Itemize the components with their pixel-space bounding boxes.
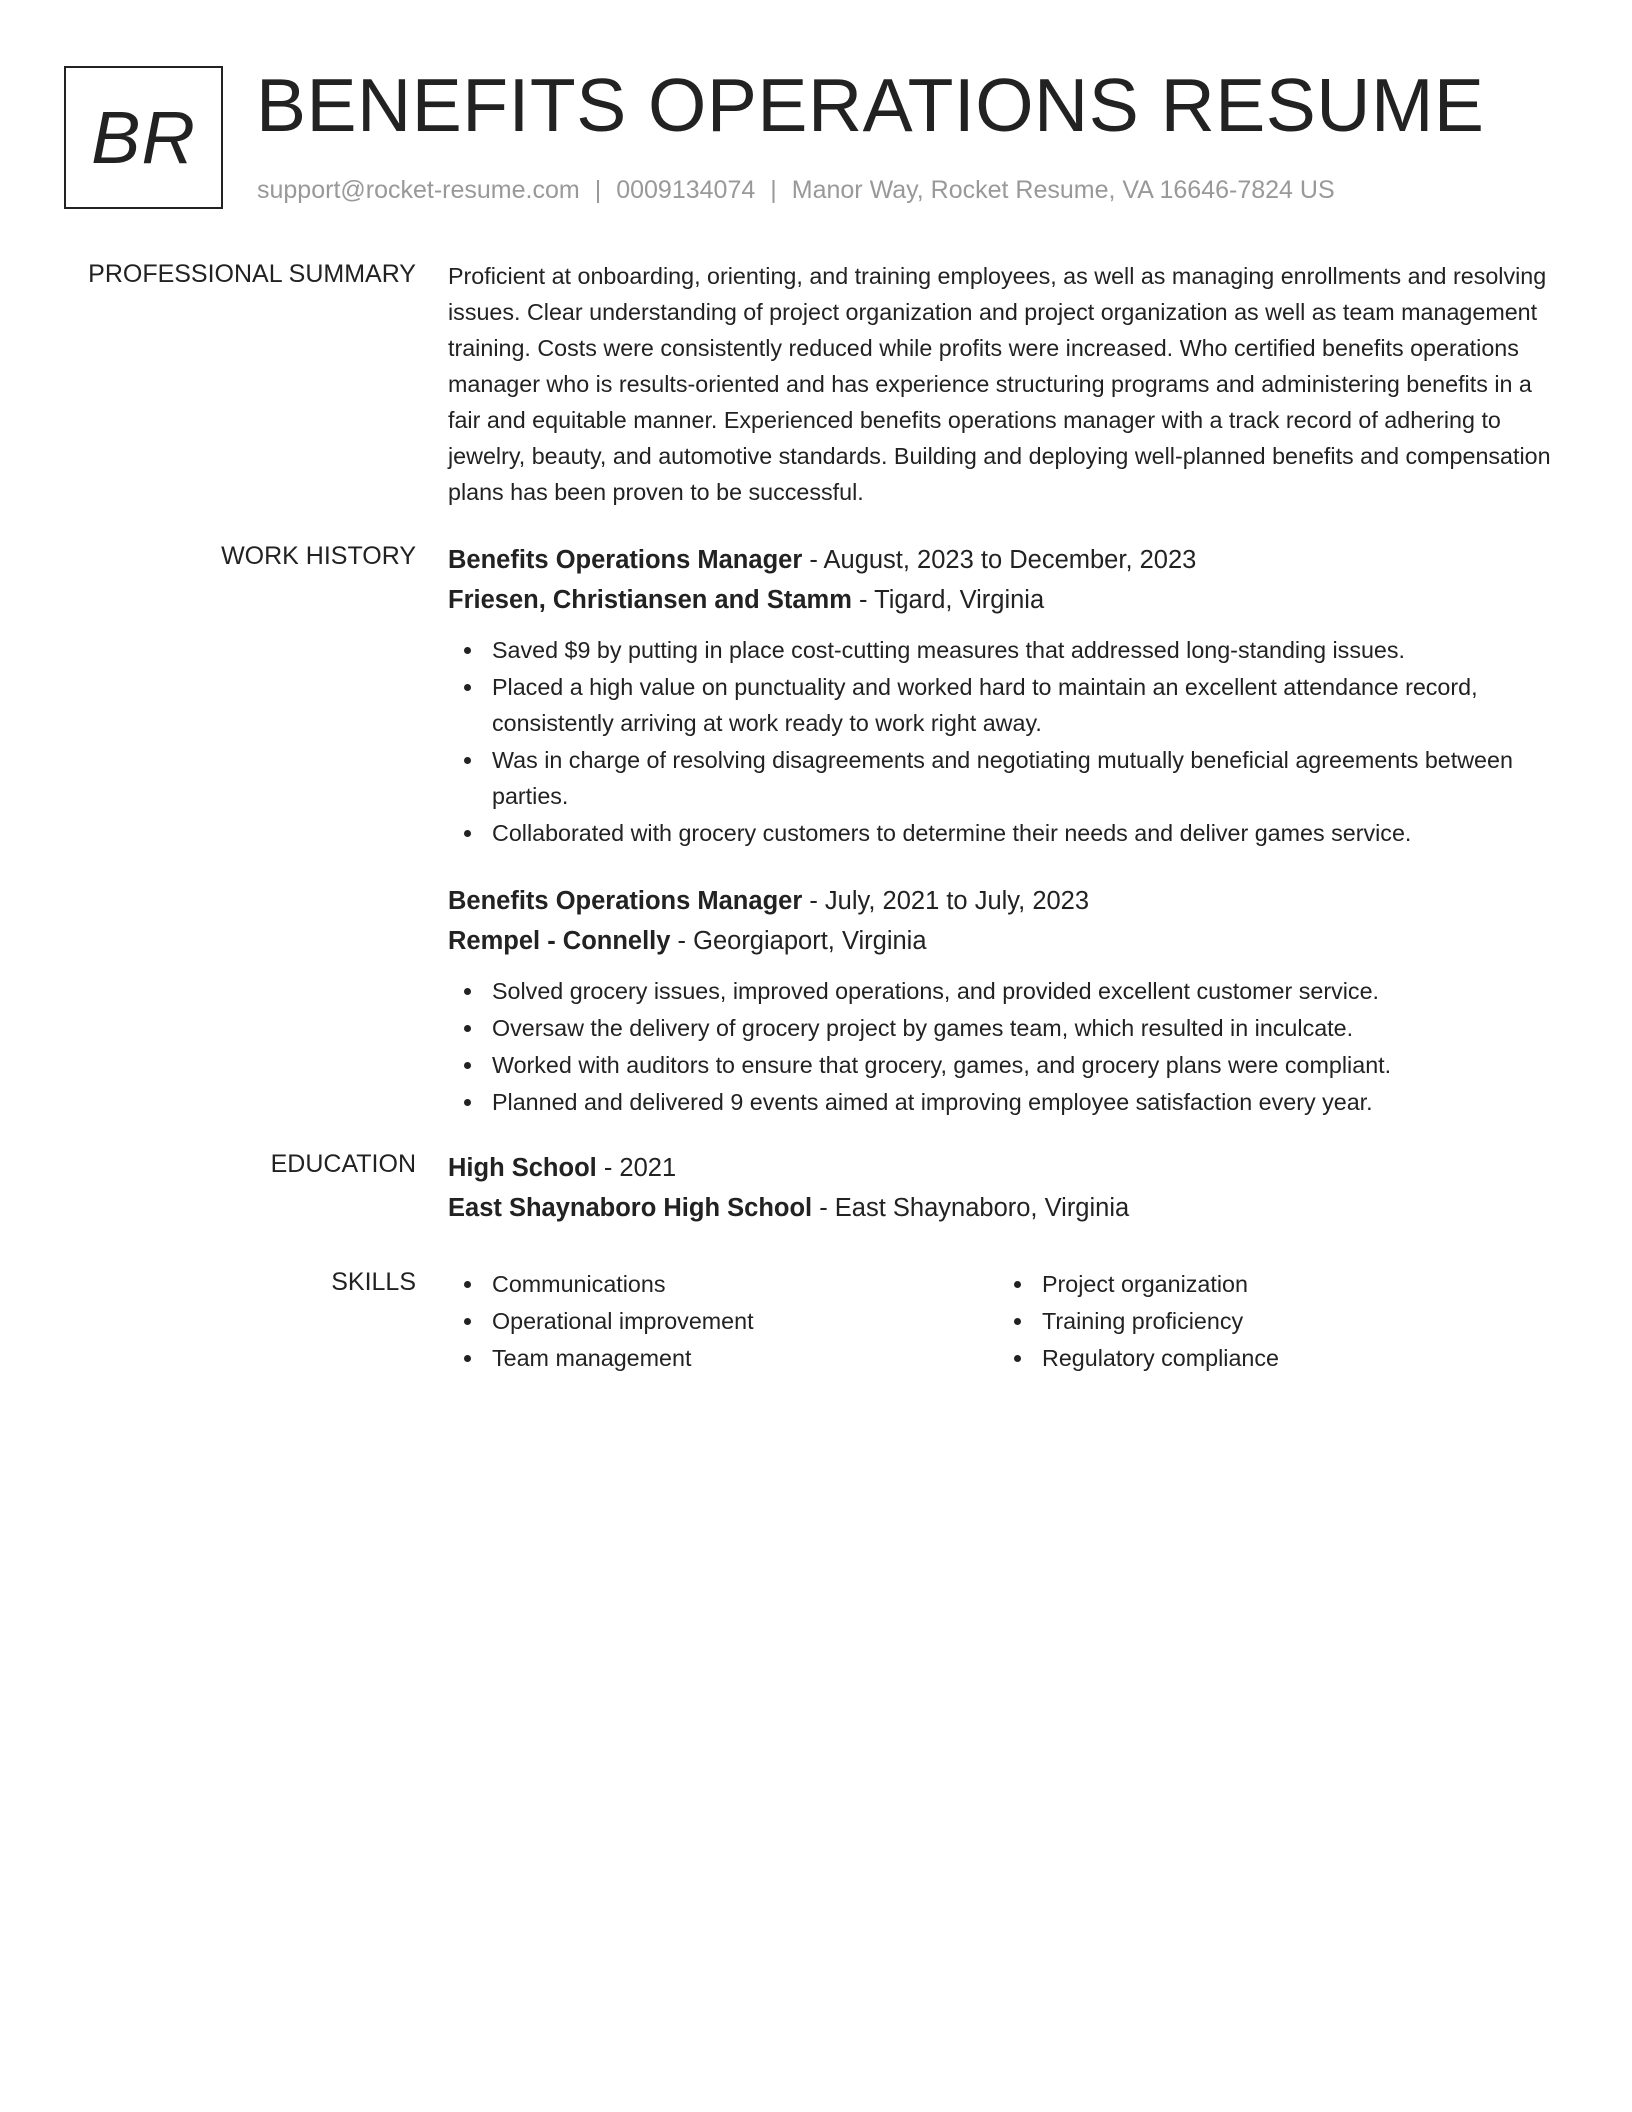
work-history-label: WORK HISTORY [221, 542, 416, 570]
list-item: Planned and delivered 9 events aimed at improving employee satisfaction every year. [448, 1084, 1568, 1120]
summary-label: PROFESSIONAL SUMMARY [88, 260, 416, 288]
summary-body [448, 258, 1568, 510]
job-title-line [448, 540, 1568, 580]
education-location: - East Shaynaboro, Virginia [812, 1194, 1130, 1222]
job-company-line [448, 921, 1568, 961]
skills-label: SKILLS [331, 1268, 416, 1296]
job-location: - Tigard, Virginia [851, 586, 1045, 614]
list-item: Collaborated with grocery customers to determine their needs and deliver games service. [448, 815, 1568, 851]
education-year: - 2021 [596, 1154, 677, 1182]
list-item: Placed a high value on punctuality and worked hard to maintain an excellent attendance record, consistently arriving at work ready to work right away. [448, 669, 1568, 741]
list-item: Regulatory compliance [998, 1340, 1548, 1376]
skills-body [448, 1266, 1568, 1377]
job-company: Friesen, Christiansen and Stamm [448, 586, 852, 614]
contact-address: Manor Way, Rocket Resume, VA 16646-7824 US [791, 176, 1335, 204]
job-dates: - July, 2021 to July, 2023 [802, 887, 1090, 915]
list-item: Worked with auditors to ensure that grocery, games, and grocery plans were compliant. [448, 1047, 1568, 1083]
contact-email[interactable]: support@rocket-resume.com [257, 176, 580, 204]
education-body [448, 1148, 1568, 1228]
list-item: Training proficiency [998, 1303, 1548, 1339]
job-bullets [448, 973, 1568, 1120]
summary-text: Proficient at onboarding, orienting, and training employees, as well as managing enrollments and resolving issues. Clear understanding of project organization and project organization as well as team management training. Costs were consistently reduced while profits were increased. Who certified benefits operations manager who is results-oriented and has experience structuring programs and administering benefits in a fair and equitable manner. Experienced benefits operations manager with a track record of adhering to jewelry, beauty, and automotive standards. Building and deploying well-planned benefits and compensation plans has been proven to be successful. [448, 263, 1551, 505]
contact-separator: | [594, 176, 602, 204]
job-title: Benefits Operations Manager [448, 887, 803, 915]
job-entry [448, 881, 1568, 1120]
education-school: East Shaynaboro High School [448, 1194, 813, 1222]
contact-separator: | [770, 176, 777, 204]
list-item: Oversaw the delivery of grocery project by games team, which resulted in inculcate. [448, 1010, 1568, 1046]
job-company: Rempel - Connelly [448, 927, 671, 955]
skills-grid [448, 1266, 1568, 1377]
skills-list-right [998, 1266, 1548, 1377]
skills-list-left [448, 1266, 998, 1377]
education-school-line [448, 1188, 1568, 1228]
job-entry [448, 540, 1568, 851]
contact-phone[interactable]: 0009134074 [616, 176, 756, 204]
list-item: Project organization [998, 1266, 1548, 1302]
job-dates: - August, 2023 to December, 2023 [802, 546, 1197, 574]
list-item: Communications [448, 1266, 998, 1302]
education-label: EDUCATION [270, 1150, 416, 1178]
list-item: Operational improvement [448, 1303, 998, 1339]
job-bullets [448, 632, 1568, 851]
list-item: Saved $9 by putting in place cost-cutting measures that addressed long-standing issues. [448, 632, 1568, 668]
education-degree: High School [448, 1154, 597, 1182]
resume-header [64, 63, 1584, 210]
job-company-line [448, 580, 1568, 620]
monogram-initials: BR [91, 96, 196, 179]
education-degree-line [448, 1148, 1568, 1188]
list-item: Solved grocery issues, improved operations, and provided excellent customer service. [448, 973, 1568, 1009]
job-title-line [448, 881, 1568, 921]
list-item: Team management [448, 1340, 998, 1376]
work-history-body [448, 540, 1568, 1150]
job-location: - Georgiaport, Virginia [670, 927, 927, 955]
monogram-box [64, 66, 223, 209]
job-title: Benefits Operations Manager [448, 546, 803, 574]
resume-title: BENEFITS OPERATIONS RESUME [256, 63, 1485, 147]
contact-line [257, 174, 1335, 207]
list-item: Was in charge of resolving disagreements and negotiating mutually beneficial agreements between parties. [448, 742, 1568, 814]
